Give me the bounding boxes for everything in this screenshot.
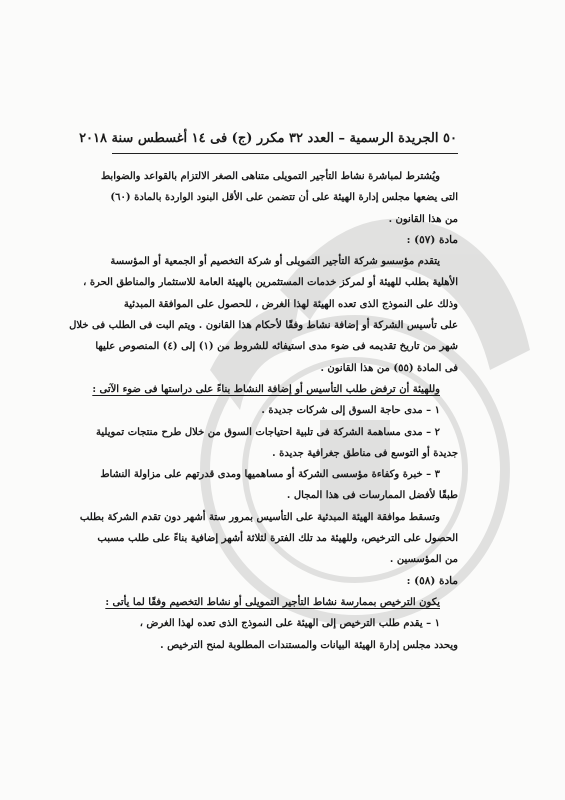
list-item: ٣ – خبرة وكفاءة مؤسسى الشركة أو مساهميها ومدى قدرتهم على مزاولة النشاط [100,469,440,481]
list-item: ١ – يقدم طلب الترخيص إلى الهيئة على النموذج الذى تعده لهذا الغرض ، [139,618,440,630]
article-heading-57: مادة (٥٧) : [406,233,458,246]
text-line: ويُشترط لمباشرة نشاط التأجير التمويلى متناهى الصغر الالتزام بالقواعد والضوابط [100,171,440,182]
text-line: يتقدم مؤسسو شركة التأجير التمويلى أو شركة التخصيم أو الجمعية أو المؤسسة [110,256,440,268]
text-line: الحصول على الترخيص، وللهيئة مد تلك الفترة لثلاثة أشهر إضافية بناءً على طلب مسبب [97,533,458,545]
list-item: ١ – مدى حاجة السوق إلى شركات جديدة . [261,405,440,417]
text-line: الأهلية بطلب للهيئة أو لمركز خدمات المستثمرين بالهيئة العامة للاستثمار والمناطق الحرة ، [83,277,458,289]
header-divider [112,153,458,154]
text-line: ويحدد مجلس إدارة الهيئة البيانات والمستندات المطلوبة لمنح الترخيص . [160,639,458,651]
text-line: جديدة أو التوسع فى مناطق جغرافية جديدة . [272,447,458,459]
text-line: وذلك على النموذج الذى تعده الهيئة لهذا الغرض ، للحصول على الموافقة المبدئية [123,298,458,310]
text-line: على تأسيس الشركة أو إضافة نشاط وفقًا لأحكام هذا القانون . ويتم البت فى الطلب فى خلال [69,320,458,332]
text-line: يكون الترخيص بممارسة نشاط التأجير التمويلى أو نشاط التخصيم وفقًا لما يأتى : [105,596,440,608]
article-heading-58: مادة (٥٨) : [406,574,458,587]
text-line: فى المادة (٥٥) من هذا القانون . [320,362,458,374]
text-line: شهر من تاريخ تقديمه فى ضوء مدى استيفائه للشروط من (١) إلى (٤) المنصوص عليها [95,341,458,353]
body-text [69,166,458,656]
text-line: وللهيئة أن ترفض طلب التأسيس أو إضافة النشاط بناءً على دراستها فى ضوء الآتى : [92,383,440,395]
list-item: ٢ – مدى مساهمة الشركة فى تلبية احتياجات السوق من خلال طرح منتجات تمويلية [96,426,440,438]
text-line: التى يضعها مجلس إدارة الهيئة على أن تتضمن على الأقل البنود الواردة بالمادة (٦٠) [110,192,458,204]
text-line: من المؤسسين . [389,554,458,566]
text-line: وتسقط موافقة الهيئة المبدئية على التأسيس بمرور ستة أشهر دون تقدم الشركة بطلب [79,511,440,523]
page-header: ٥٠ الجريدة الرسمية – العدد ٣٢ مكرر (ج) فى ١٤ أغسطس سنة ٢٠١٨ [79,131,457,146]
text-line: طبقًا لأفضل الممارسات فى هذا المجال . [286,490,458,502]
text-line: من هذا القانون . [388,213,458,225]
